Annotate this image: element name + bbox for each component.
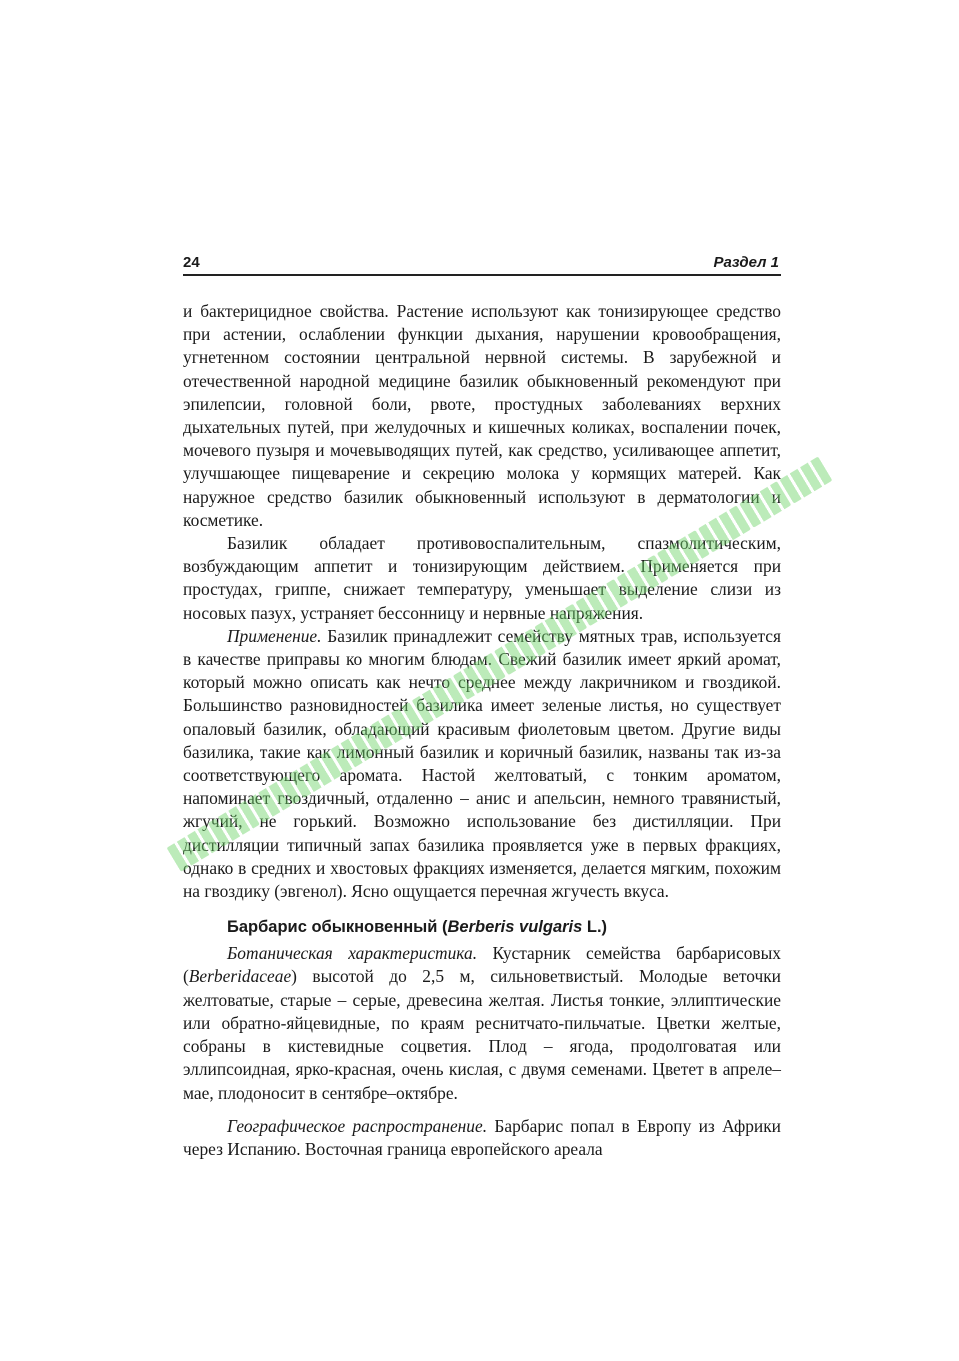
running-header (183, 252, 781, 276)
paragraph-botanical (183, 942, 781, 1104)
botanical-family: Berberidaceae (188, 966, 292, 987)
paragraph-continued: и бактерицидное свойства. Растение используют как тонизирующее средство при астении, ослаблении функции дыхания, нарушении кровообращения, угнетенном состоянии центральной нервной системы. В зарубежной и отечественной народной медицине базилик обыкновенный рекомендуют при эпилепсии, головной боли, рвоте, простудных заболеваниях верхних дыхательных путей, при желудочных и кишечных коликах, воспалении почек, мочевого пузыря и мочевыводящих путей, как средство, усиливающее аппетит, улучшающее пищеварение и секрецию молока у кормящих матерей. Как наружное средство базилик обыкновенный используют в дерматологии и косметике. (183, 301, 781, 530)
paragraph-geography (183, 1115, 781, 1161)
body-text (183, 300, 781, 1161)
paragraph-application (183, 625, 781, 903)
section-heading-barberry (183, 915, 781, 939)
heading-suffix: L.) (582, 918, 608, 937)
page-number: 24 (183, 254, 200, 271)
application-text: Базилик принадлежит семейству мятных трав, используется в качестве приправы ко многим блюдам. Свежий базилик имеет яркий аромат, который можно описать как нечто среднее между лакричником и гвоздикой. Большинство разновидностей базилика имеет зеленые листья, но существует опаловый базилик, обладающий красивым фиолетовым цветом. Другие виды базилика, такие как лимонный базилик и коричный базилик, названы так из-за соответствующего аромата. Настой желтоватый, с тонким ароматом, напоминает гвоздичный, отдаленно – анис и апельсин, немного травянистый, жгучий, не горький. Возможно использование без дистилляции. При дистилляции типичный запах базилика проявляется уже в первых фракциях, однако в средних и хвостовых фракциях изменяется, делается мягким, похожим на гвоздику (эвгенол). Ясно ощущается перечная жгучесть вкуса. (183, 625, 781, 902)
heading-latin-name: Berberis vulgaris (447, 918, 583, 937)
botanical-lead: Ботаническая характеристика. (227, 943, 478, 964)
application-lead: Применение. (227, 625, 322, 646)
botanical-text-a: Кустарник семейства барбарисовых ( (183, 943, 781, 987)
section-title: Раздел 1 (713, 254, 779, 271)
heading-title: Барбарис обыкновенный ( (227, 918, 448, 937)
geography-text: Барбарис попал в Европу из Африки через Испанию. Восточная граница европейского ареала (183, 1115, 781, 1159)
geography-lead: Географическое распространение. (227, 1115, 488, 1136)
botanical-text-b: ) высотой до 2,5 м, сильноветвистый. Молодые веточки желтоватые, старые – серые, древесина желтая. Листья тонкие, эллиптические или обратно-яйцевидные, по краям реснитчато-пильчатые. Цветки желтые, собраны в кистевидные соцветия. Плод – ягода, продолговатая или эллипсоидная, ярко-красная, очень кислая, с двумя семенами. Цветет в апреле–мае, плодоносит в сентябре–октябре. (183, 966, 781, 1103)
paragraph-basil-effects: Базилик обладает противовоспалительным, спазмолитическим, возбуждающим аппетит и тонизирующим действием. Применяется при простудах, гриппе, снижает температуру, уменьшает выделение слизи из носовых пазух, устраняет бессонницу и нервные напряжения. (183, 533, 781, 623)
